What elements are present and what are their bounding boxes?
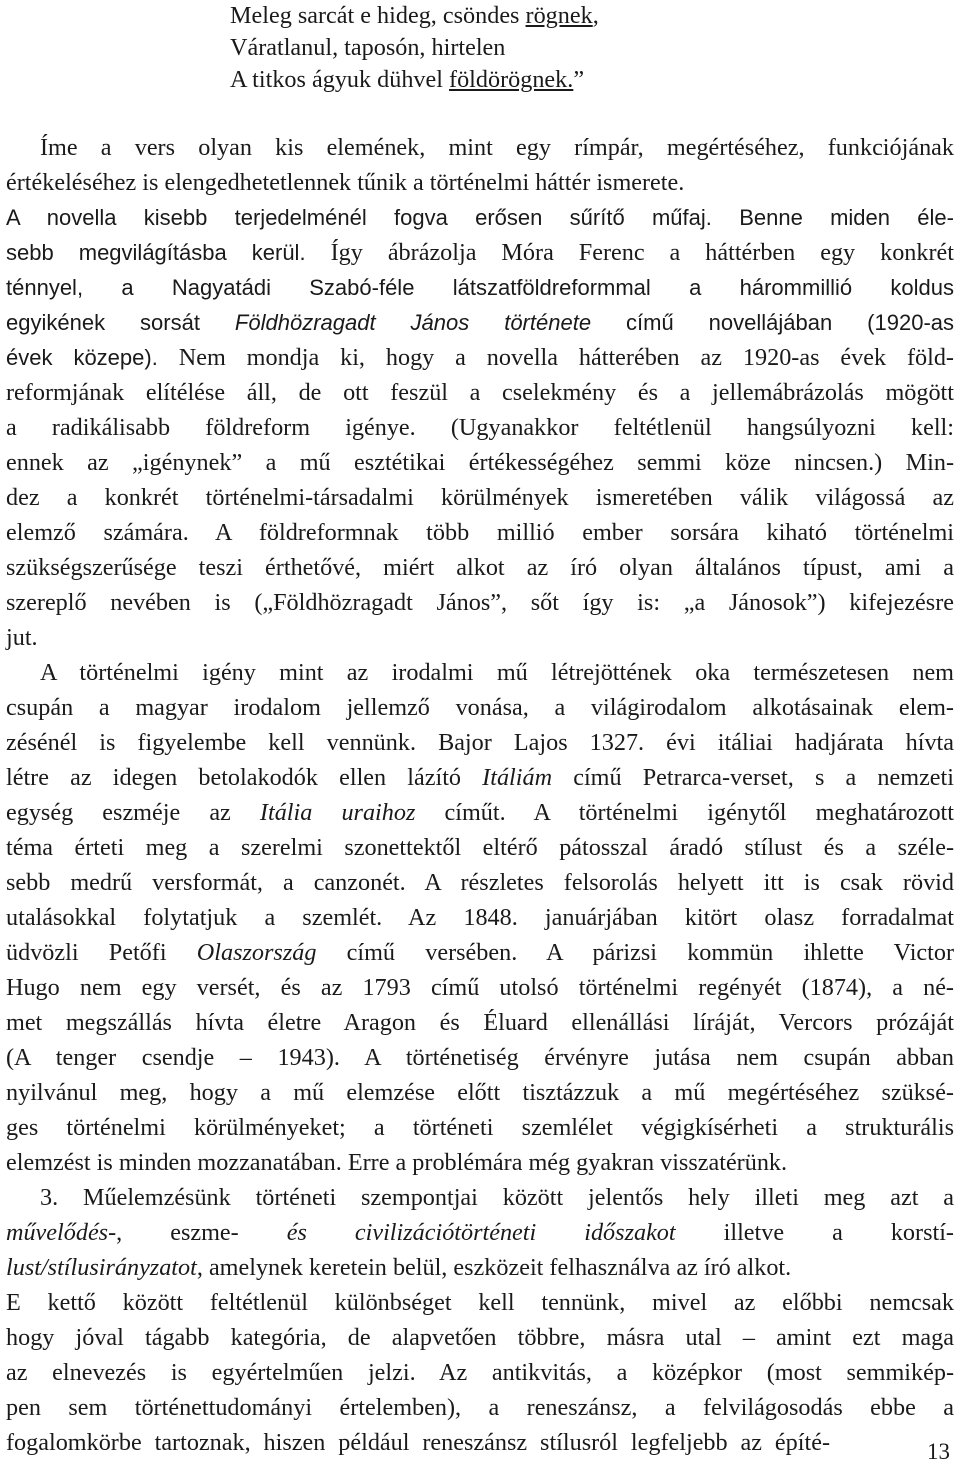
verse-line: Váratlanul, taposón, hirtelen — [230, 34, 506, 61]
body-line: met megszállás hívta életre Aragon és Éluard ellenállási líráját, Vercors prózáját — [6, 1009, 954, 1036]
body-line: sebb megvilágításba kerül. Így ábrázolja Móra Ferenc a háttérben egy konkrét — [6, 239, 955, 266]
body-line: elemzést is minden mozzanatában. Erre a problémára még gyakran visszatérünk. — [6, 1149, 788, 1176]
body-line: a radikálisabb földreform igénye. (Ugyanakkor feltétlenül hangsúlyozni kell: — [6, 414, 954, 441]
body-line: üdvözli Petőfi Olaszország című versében. A párizsi kommün ihlette Victor — [6, 939, 955, 966]
body-line: létre az idegen betolakodók ellen lázító Itáliám című Petrarca-verset, s a nemzeti — [6, 764, 954, 791]
body-line: nyilvánul meg, hogy a mű elemzése előtt tisztázzuk a mű megértéséhez szüksé- — [6, 1079, 954, 1106]
body-line: zésénél is figyelembe kell vennünk. Bajor Lajos 1327. évi itáliai hadjárata hívta — [6, 729, 954, 756]
body-line: A novella kisebb terjedelménél fogva erősen sűrítő műfaj. Benne miden éle- — [6, 205, 954, 230]
body-line: csupán a magyar irodalom jellemző vonása, a világirodalom alkotásainak elem- — [6, 694, 954, 721]
body-line: 3. Műelemzésünk történeti szempontjai között jelentős hely illeti meg azt a — [40, 1184, 954, 1211]
body-line: E kettő között feltétlenül különbséget kell tennünk, mivel az előbbi nemcsak — [6, 1289, 954, 1316]
body-line: az elnevezés is egyértelműen jelzi. Az antikvitás, a középkor (most semmikép- — [6, 1359, 954, 1386]
verse-line: Meleg sarcát e hideg, csöndes rögnek, — [230, 2, 599, 29]
term: lust/stílusirányzatot — [6, 1254, 197, 1281]
body-line: egyikének sorsát Földhözragadt János története című novellájában (1920-as — [6, 310, 955, 335]
verse-line: A titkos ágyuk dühvel földörögnek.” — [230, 66, 585, 93]
body-line: (A tenger csendje – 1943). A történetiség érvényre jutása nem csupán abban — [6, 1044, 954, 1071]
work-title: Földhözragadt János története — [234, 310, 592, 335]
work-title: Itália uraihoz — [259, 799, 416, 826]
body-line: évek közepe). Nem mondja ki, hogy a novella hátterében az 1920-as évek föld- — [6, 344, 954, 371]
body-line: utalásokkal folytatjuk a szemlét. Az 1848. januárjában kitört olasz forradalmat — [6, 904, 954, 931]
body-line: Íme a vers olyan kis elemének, mint egy rímpár, megértéséhez, funkciójának — [40, 134, 954, 161]
body-line: jut. — [6, 624, 38, 651]
body-line: ténnyel, a Nagyatádi Szabó-féle látszatföldreformmal a hárommillió koldus — [6, 275, 954, 300]
footnote-link[interactable]: rögnek — [525, 2, 593, 29]
body-line: ennek az „igénynek” a mű esztétikai értékességéhez semmi köze nincsen.) Min- — [6, 449, 954, 476]
body-line: értékeléséhez is elengedhetetlennek tűnik a történelmi háttér ismerete. — [6, 169, 685, 196]
body-line: téma érteti meg a szerelmi szonettektől eltérő pátosszal áradó stílust és a széle- — [6, 834, 954, 861]
term: és civilizációtörténeti időszakot — [286, 1219, 676, 1246]
body-line: egység eszméje az Itália uraihoz címűt. A történelmi igénytől meghatározott — [6, 799, 955, 826]
work-title: Itáliám — [482, 764, 553, 791]
body-line: szereplő nevében is („Földhözragadt János”, sőt így is: „a Jánosok”) kifejezésre — [6, 589, 954, 616]
body-line: szükségszerűsége teszi érthetővé, miért alkot az író olyan általános típust, ami a — [6, 554, 954, 581]
body-line: sebb medrű versformát, a canzonét. A részletes felsorolás helyett itt is csak rövid — [6, 869, 954, 896]
page-number: 13 — [927, 1439, 950, 1464]
body-line: pen sem történettudományi értelemben), a reneszánsz, a felvilágosodás ebbe a — [6, 1394, 954, 1421]
term: művelődés- — [6, 1219, 117, 1246]
body-line: hogy jóval tágabb kategória, de alapvetően többre, másra utal – amint ezt maga — [6, 1324, 954, 1351]
body-line: lust/stílusirányzatot, amelynek keretein belül, eszközeit felhasználva az író alkot. — [6, 1254, 792, 1281]
body-line: reformjának elítélése áll, de ott feszül a cselekmény és a jellemábrázolás mögött — [6, 379, 954, 406]
body-line: dez a konkrét történelmi-társadalmi körülmények ismeretében válik világossá az — [6, 484, 954, 511]
work-title: Olaszország — [196, 939, 317, 966]
body-line: elemző számára. A földreformnak több millió ember sorsára kiható történelmi — [6, 519, 954, 546]
footnote-link[interactable]: földörögnek. — [449, 66, 574, 93]
body-line: fogalomkörbe tartoznak, hiszen például reneszánsz stílusról legfeljebb az építé- — [6, 1429, 830, 1456]
body-line: ges történelmi körülményeket; a történeti szemlélet végigkísérheti a strukturális — [6, 1114, 954, 1141]
body-line: A történelmi igény mint az irodalmi mű létrejöttének oka természetesen nem — [40, 659, 954, 686]
body-line: művelődés-, eszme- és civilizációtörténeti időszakot illetve a korstí- — [6, 1219, 954, 1246]
body-line: Hugo nem egy versét, és az 1793 című utolsó történelmi regényét (1874), a né- — [6, 974, 954, 1001]
